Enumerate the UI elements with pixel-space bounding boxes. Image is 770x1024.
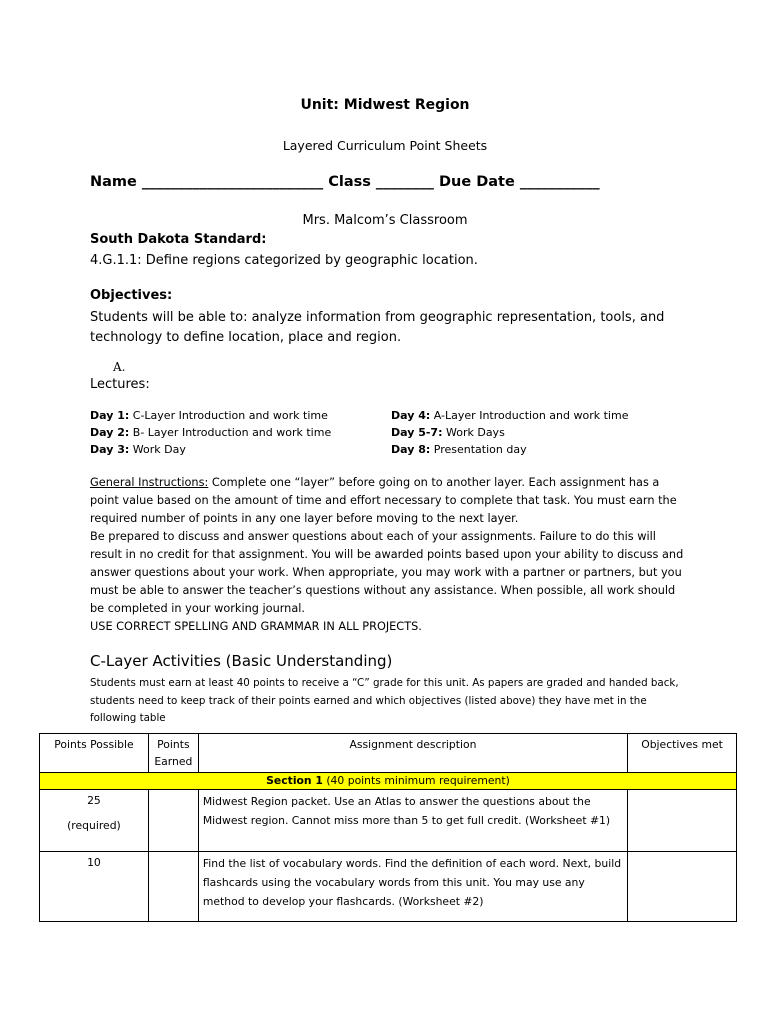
c-layer-heading: C-Layer Activities (Basic Understanding) — [90, 652, 393, 670]
general-instructions-paragraph: Be prepared to discuss and answer questions about each of your assignments. Failure to do this will result in no credit for that assignment. You will be awarded points based upon your ability to discuss and answer questions about your work. When appropriate, you may work with a partner or partners, but you must be able to answer the teacher’s questions without any assistance. When possible, all work should be completed in your working journal. — [90, 530, 684, 615]
standard-heading: South Dakota Standard: — [90, 232, 267, 247]
assignment-description-cell: Midwest Region packet. Use an Atlas to answer the questions about the Midwest region. Cannot miss more than 5 to get full credit. (Worksheet #1) — [198, 790, 627, 852]
lecture-days-left — [90, 407, 331, 458]
header-points-possible: Points Possible — [40, 734, 149, 773]
points-table — [39, 733, 737, 922]
table-header-row — [40, 734, 737, 773]
standard-text: 4.G.1.1: Define regions categorized by geographic location. — [90, 253, 478, 268]
lecture-day-item: Day 8: Presentation day — [391, 443, 527, 456]
points-earned-cell[interactable] — [148, 852, 198, 922]
table-row — [40, 852, 737, 922]
points-earned-cell[interactable] — [148, 790, 198, 852]
page-subtitle: Layered Curriculum Point Sheets — [282, 138, 488, 153]
lecture-day-item: Day 2: B- Layer Introduction and work time — [90, 426, 332, 439]
assignment-description-cell: Find the list of vocabulary words. Find the definition of each word. Next, build flashcards using the vocabulary words from this unit. You may use any method to develop your flashcards. (Worksheet #2) — [198, 852, 627, 922]
points-possible-cell: 25 (required) — [40, 790, 149, 852]
spelling-notice: USE CORRECT SPELLING AND GRAMMAR IN ALL PROJECTS. — [90, 620, 422, 633]
lecture-day-item: Day 3: Work Day — [90, 443, 186, 456]
objectives-met-cell[interactable] — [628, 790, 737, 852]
section-label: Section 1 (40 points minimum requirement) — [40, 773, 737, 790]
header-points-earned: Points Earned — [148, 734, 198, 773]
table-row — [40, 790, 737, 852]
list-letter: A. — [113, 360, 126, 374]
lecture-day-item: Day 4: A-Layer Introduction and work time — [391, 409, 629, 422]
objectives-text: Students will be able to: analyze information from geographic representation, tools, and technology to define location, place and region. — [90, 310, 665, 345]
page-title: Unit: Midwest Region — [300, 97, 470, 113]
lecture-day-item: Day 5-7: Work Days — [391, 426, 505, 439]
general-instructions: General Instructions: Complete one “layer” before going on to another layer. Each assignment has a point value based on the amount of time and effort necessary to complete that task. You must earn the required number of points in any one layer before moving to the next layer. Be prepared to discuss and answer questions about each of your assignments. Failure to do this will result in no credit for that assignment. You will be awarded points based upon your ability to discuss and answer questions about your work. When appropriate, you may work with a partner or partners, but you must be able to answer the teacher’s questions without any assistance. When possible, all work should be completed in your working journal. USE CORRECT SPELLING AND GRAMMAR IN ALL PROJECTS. — [90, 474, 690, 636]
section-row — [40, 773, 737, 790]
classroom-label: Mrs. Malcom’s Classroom — [302, 213, 468, 228]
objectives-heading: Objectives: — [90, 288, 173, 303]
lecture-day-item: Day 1: C-Layer Introduction and work time — [90, 409, 328, 422]
header-objectives-met: Objectives met — [628, 734, 737, 773]
points-possible-cell: 10 — [40, 852, 149, 922]
header-assignment-description: Assignment description — [198, 734, 627, 773]
general-instructions-label: General Instructions: — [90, 476, 209, 489]
lecture-days-right — [391, 407, 628, 458]
lectures-heading: Lectures: — [90, 377, 150, 392]
name-class-date-line: Name _________________________ Class ________ Due Date ___________ — [90, 174, 600, 190]
c-layer-instructions: Students must earn at least 40 points to receive a “C” grade for this unit. As papers are graded and handed back, students need to keep track of their points earned and which objectives (listed above) they have met in the following table — [90, 677, 679, 724]
objectives-met-cell[interactable] — [628, 852, 737, 922]
